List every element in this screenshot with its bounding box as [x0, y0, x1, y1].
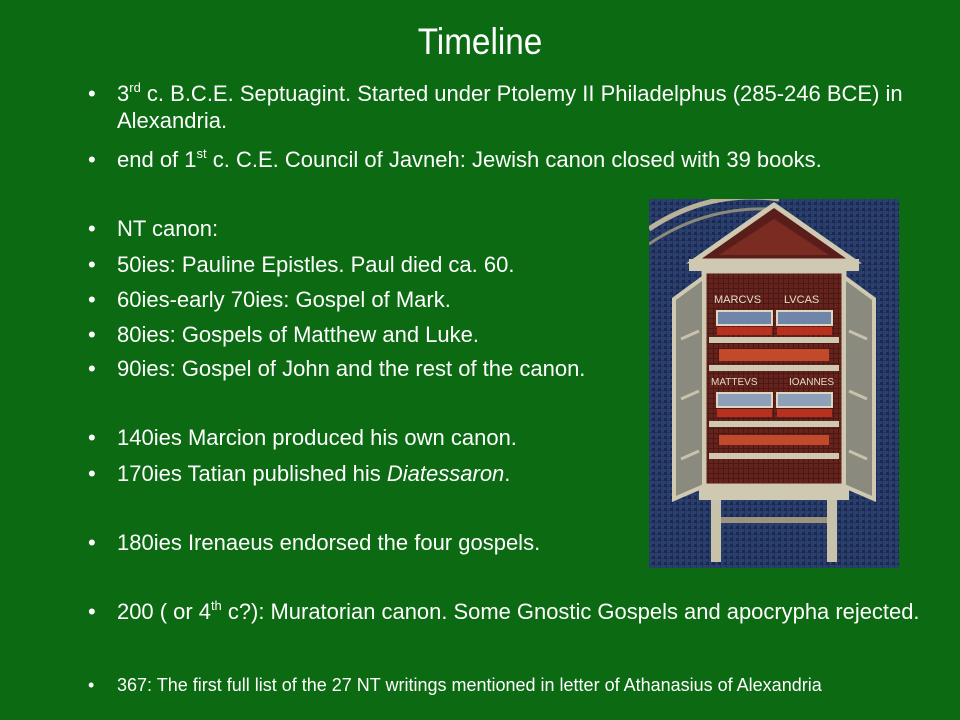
- bullet-dot: •: [88, 675, 95, 695]
- bullet-text: 90ies: Gospel of John and the rest of the canon.: [117, 356, 586, 381]
- bullet-dot: •: [88, 461, 96, 486]
- bullet-dot: •: [88, 216, 96, 241]
- bullet-text: 80ies: Gospels of Matthew and Luke.: [117, 322, 479, 347]
- bullet-text: 60ies-early 70ies: Gospel of Mark.: [117, 287, 451, 312]
- bullet-text: 3rd c. B.C.E. Septuagint. Started under Ptolemy II Philadelphus (285-246 BCE) in Alexandria.: [117, 80, 903, 133]
- bullet-dot: •: [88, 599, 96, 624]
- bullet-dot: •: [88, 425, 96, 450]
- bullet-text: 200 ( or 4th c?): Muratorian canon. Some Gnostic Gospels and apocrypha rejected.: [117, 598, 920, 624]
- mosaic-label-lucas: LVCAS: [784, 294, 820, 306]
- bullet-dot: •: [88, 530, 96, 555]
- bullet-text: 50ies: Pauline Epistles. Paul died ca. 60.: [117, 252, 515, 277]
- mosaic-image: [649, 199, 899, 568]
- mosaic-label-matteus: MATTEVS: [711, 377, 758, 388]
- bullet-dot: •: [88, 81, 96, 106]
- bullet-dot: •: [88, 287, 96, 312]
- bullet-text: 170ies Tatian published his Diatessaron.: [117, 461, 511, 486]
- bullet-dot: •: [88, 147, 96, 172]
- bullet-text: end of 1st c. C.E. Council of Javneh: Jewish canon closed with 39 books.: [117, 146, 822, 172]
- gospel-cabinet-mosaic: [649, 199, 899, 568]
- slide-title: Timeline: [417, 21, 543, 62]
- mosaic-label-ioannes: IOANNES: [789, 377, 835, 388]
- bullet-text: 180ies Irenaeus endorsed the four gospels.: [117, 530, 541, 555]
- bullet-text: 367: The first full list of the 27 NT writings mentioned in letter of Athanasius of Alexandria: [117, 675, 822, 695]
- bullet-text: NT canon:: [117, 216, 219, 241]
- mosaic-label-marcus: MARCVS: [714, 294, 762, 306]
- bullet-dot: •: [88, 322, 96, 347]
- bullet-text: 140ies Marcion produced his own canon.: [117, 425, 517, 450]
- bullet-dot: •: [88, 356, 96, 381]
- bullet-dot: •: [88, 252, 96, 277]
